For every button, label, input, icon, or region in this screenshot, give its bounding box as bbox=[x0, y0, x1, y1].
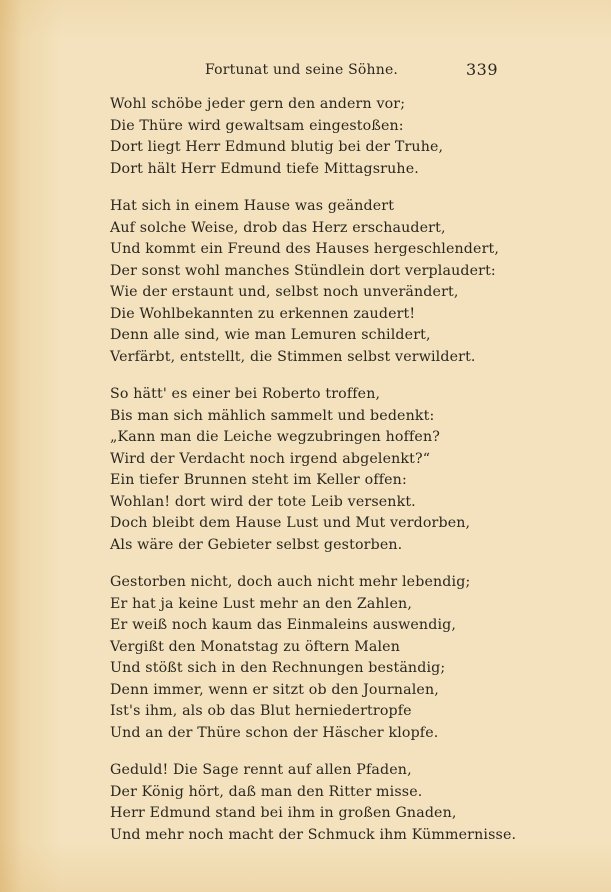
stanza-5 bbox=[110, 760, 517, 846]
verse-line: Denn alle sind, wie man Lemuren schildert, bbox=[110, 327, 431, 343]
verse-line: Gestorben nicht, doch auch nicht mehr lebendig; bbox=[110, 574, 471, 590]
verse-line: Er weiß noch kaum das Einmaleins auswendig, bbox=[110, 617, 457, 633]
verse-line: Hat sich in einem Hause was geändert bbox=[110, 198, 395, 214]
verse-line: Denn immer, wenn er sitzt ob den Journalen, bbox=[110, 681, 439, 698]
stanza-3 bbox=[110, 384, 510, 556]
verse-line: Die Wohlbekannten zu erkennen zaudert! bbox=[110, 305, 416, 322]
verse-line: Vergißt den Monatstag zu öftern Malen bbox=[110, 638, 400, 655]
verse-line: Der sonst wohl manches Stündlein dort verplaudert: bbox=[110, 262, 496, 279]
verse-line: Der König hört, daß man den Ritter misse. bbox=[110, 783, 423, 800]
verse-line: Die Thüre wird gewaltsam eingestoßen: bbox=[110, 117, 404, 134]
verse-line: Wie der erstaunt und, selbst noch unverändert, bbox=[110, 284, 459, 300]
verse-line: Wohl schöbe jeder gern den andern vor; bbox=[110, 96, 406, 112]
stanza-4 bbox=[110, 572, 510, 744]
verse-line: „Kann man die Leiche wegzubringen hoffen? bbox=[110, 429, 440, 445]
verse-line: Als wäre der Gebieter selbst gestorben. bbox=[110, 536, 403, 553]
verse-line: Dort hält Herr Edmund tiefe Mittagsruhe. bbox=[110, 160, 419, 177]
verse-line: Wohlan! dort wird der tote Leib versenkt. bbox=[110, 493, 416, 510]
poem-text bbox=[110, 94, 517, 862]
verse-line: Bis man sich mählich sammelt und bedenkt: bbox=[110, 407, 435, 424]
verse-line: Geduld! Die Sage rennt auf allen Pfaden, bbox=[110, 762, 412, 778]
verse-line: Wird der Verdacht noch irgend abgelenkt?“ bbox=[110, 450, 431, 467]
verse-line: Ein tiefer Brunnen steht im Keller offen: bbox=[110, 472, 407, 488]
verse-line: Doch bleibt dem Hause Lust und Mut verdorben, bbox=[110, 515, 471, 531]
verse-line: Herr Edmund stand bei ihm in großen Gnaden, bbox=[110, 805, 457, 821]
verse-line: Dort liegt Herr Edmund blutig bei der Truhe, bbox=[110, 139, 444, 155]
verse-line: Er hat ja keine Lust mehr an den Zahlen, bbox=[110, 595, 412, 612]
stanza-2 bbox=[110, 196, 510, 368]
verse-line: Und mehr noch macht der Schmuck ihm Kümmernisse. bbox=[110, 826, 517, 843]
verse-line: So hätt' es einer bei Roberto troffen, bbox=[110, 386, 381, 402]
verse-line: Und kommt ein Freund des Hauses hergeschlendert, bbox=[110, 241, 500, 257]
running-title: Fortunat und seine Söhne. bbox=[205, 62, 399, 78]
page-number: 339 bbox=[466, 60, 499, 79]
stanza-1 bbox=[110, 94, 510, 180]
verse-line: Und an der Thüre schon der Häscher klopfe. bbox=[110, 724, 439, 741]
verse-line: Ist's ihm, als ob das Blut herniedertropfe bbox=[110, 703, 412, 719]
page-header bbox=[0, 62, 611, 82]
verse-line: Auf solche Weise, drob das Herz erschaudert, bbox=[110, 219, 446, 236]
verse-line: Verfärbt, entstellt, die Stimmen selbst verwildert. bbox=[110, 348, 476, 365]
verse-line: Und stößt sich in den Rechnungen beständig; bbox=[110, 660, 446, 676]
